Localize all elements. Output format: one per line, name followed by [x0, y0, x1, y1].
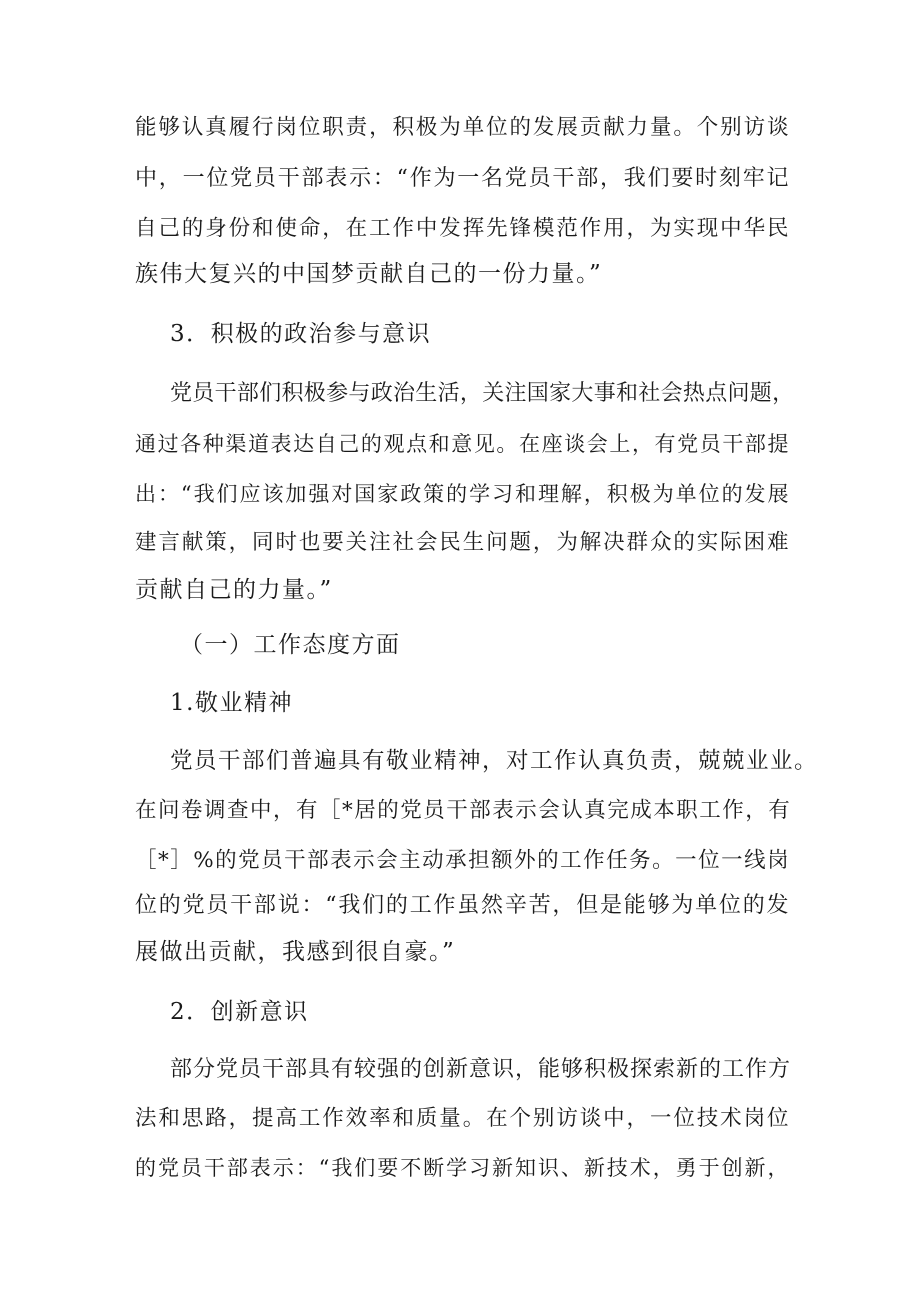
paragraph-line: 贡献自己的力量。” [135, 577, 333, 603]
section-heading: （一）工作态度方面 [180, 632, 401, 658]
section-heading: 1.敬业精神 [170, 690, 293, 716]
paragraph-line: 展做出贡献，我感到很自豪。” [135, 939, 456, 965]
paragraph-line: ［*］%的党员干部表示会主动承担额外的工作任务。一位一线岗 [135, 848, 791, 873]
paragraph-line: 党员干部们普遍具有敬业精神，对工作认真负责，兢兢业业。 [170, 748, 819, 774]
paragraph-line: 中，一位党员干部表示：“作为一名党员干部，我们要时刻牢记 [135, 166, 790, 191]
paragraph-line: 的党员干部表示：“我们要不断学习新知识、新技术，勇于创新， [135, 1156, 790, 1180]
paragraph-line: 法和思路，提高工作效率和质量。在个别访谈中，一位技术岗位 [135, 1106, 790, 1131]
section-heading: 3．积极的政治参与意识 [170, 321, 432, 347]
paragraph-line: 能够认真履行岗位职责，积极为单位的发展贡献力量。个别访谈 [135, 115, 790, 140]
paragraph-line: 出：“我们应该加强对国家政策的学习和理解，积极为单位的发展 [135, 482, 790, 506]
paragraph-line: 建言献策，同时也要关注社会民生问题，为解决群众的实际困难 [135, 530, 790, 555]
paragraph-line: 位的党员干部说：“我们的工作虽然辛苦，但是能够为单位的发 [135, 893, 790, 918]
paragraph-line: 党员干部们积极参与政治生活，关注国家大事和社会热点问题， [170, 381, 795, 406]
paragraph-line: 族伟大复兴的中国梦贡献自己的一份力量。” [135, 261, 603, 287]
paragraph-line: 通过各种渠道表达自己的观点和意见。在座谈会上，有党员干部提 [135, 432, 790, 456]
section-heading: 2．创新意识 [170, 999, 309, 1025]
paragraph-line: 自己的身份和使命，在工作中发挥先锋模范作用，为实现中华民 [135, 216, 790, 241]
paragraph-line: 部分党员干部具有较强的创新意识，能够积极探索新的工作方 [170, 1057, 792, 1082]
paragraph-line: 在问卷调查中，有［*居的党员干部表示会认真完成本职工作，有 [135, 798, 792, 823]
